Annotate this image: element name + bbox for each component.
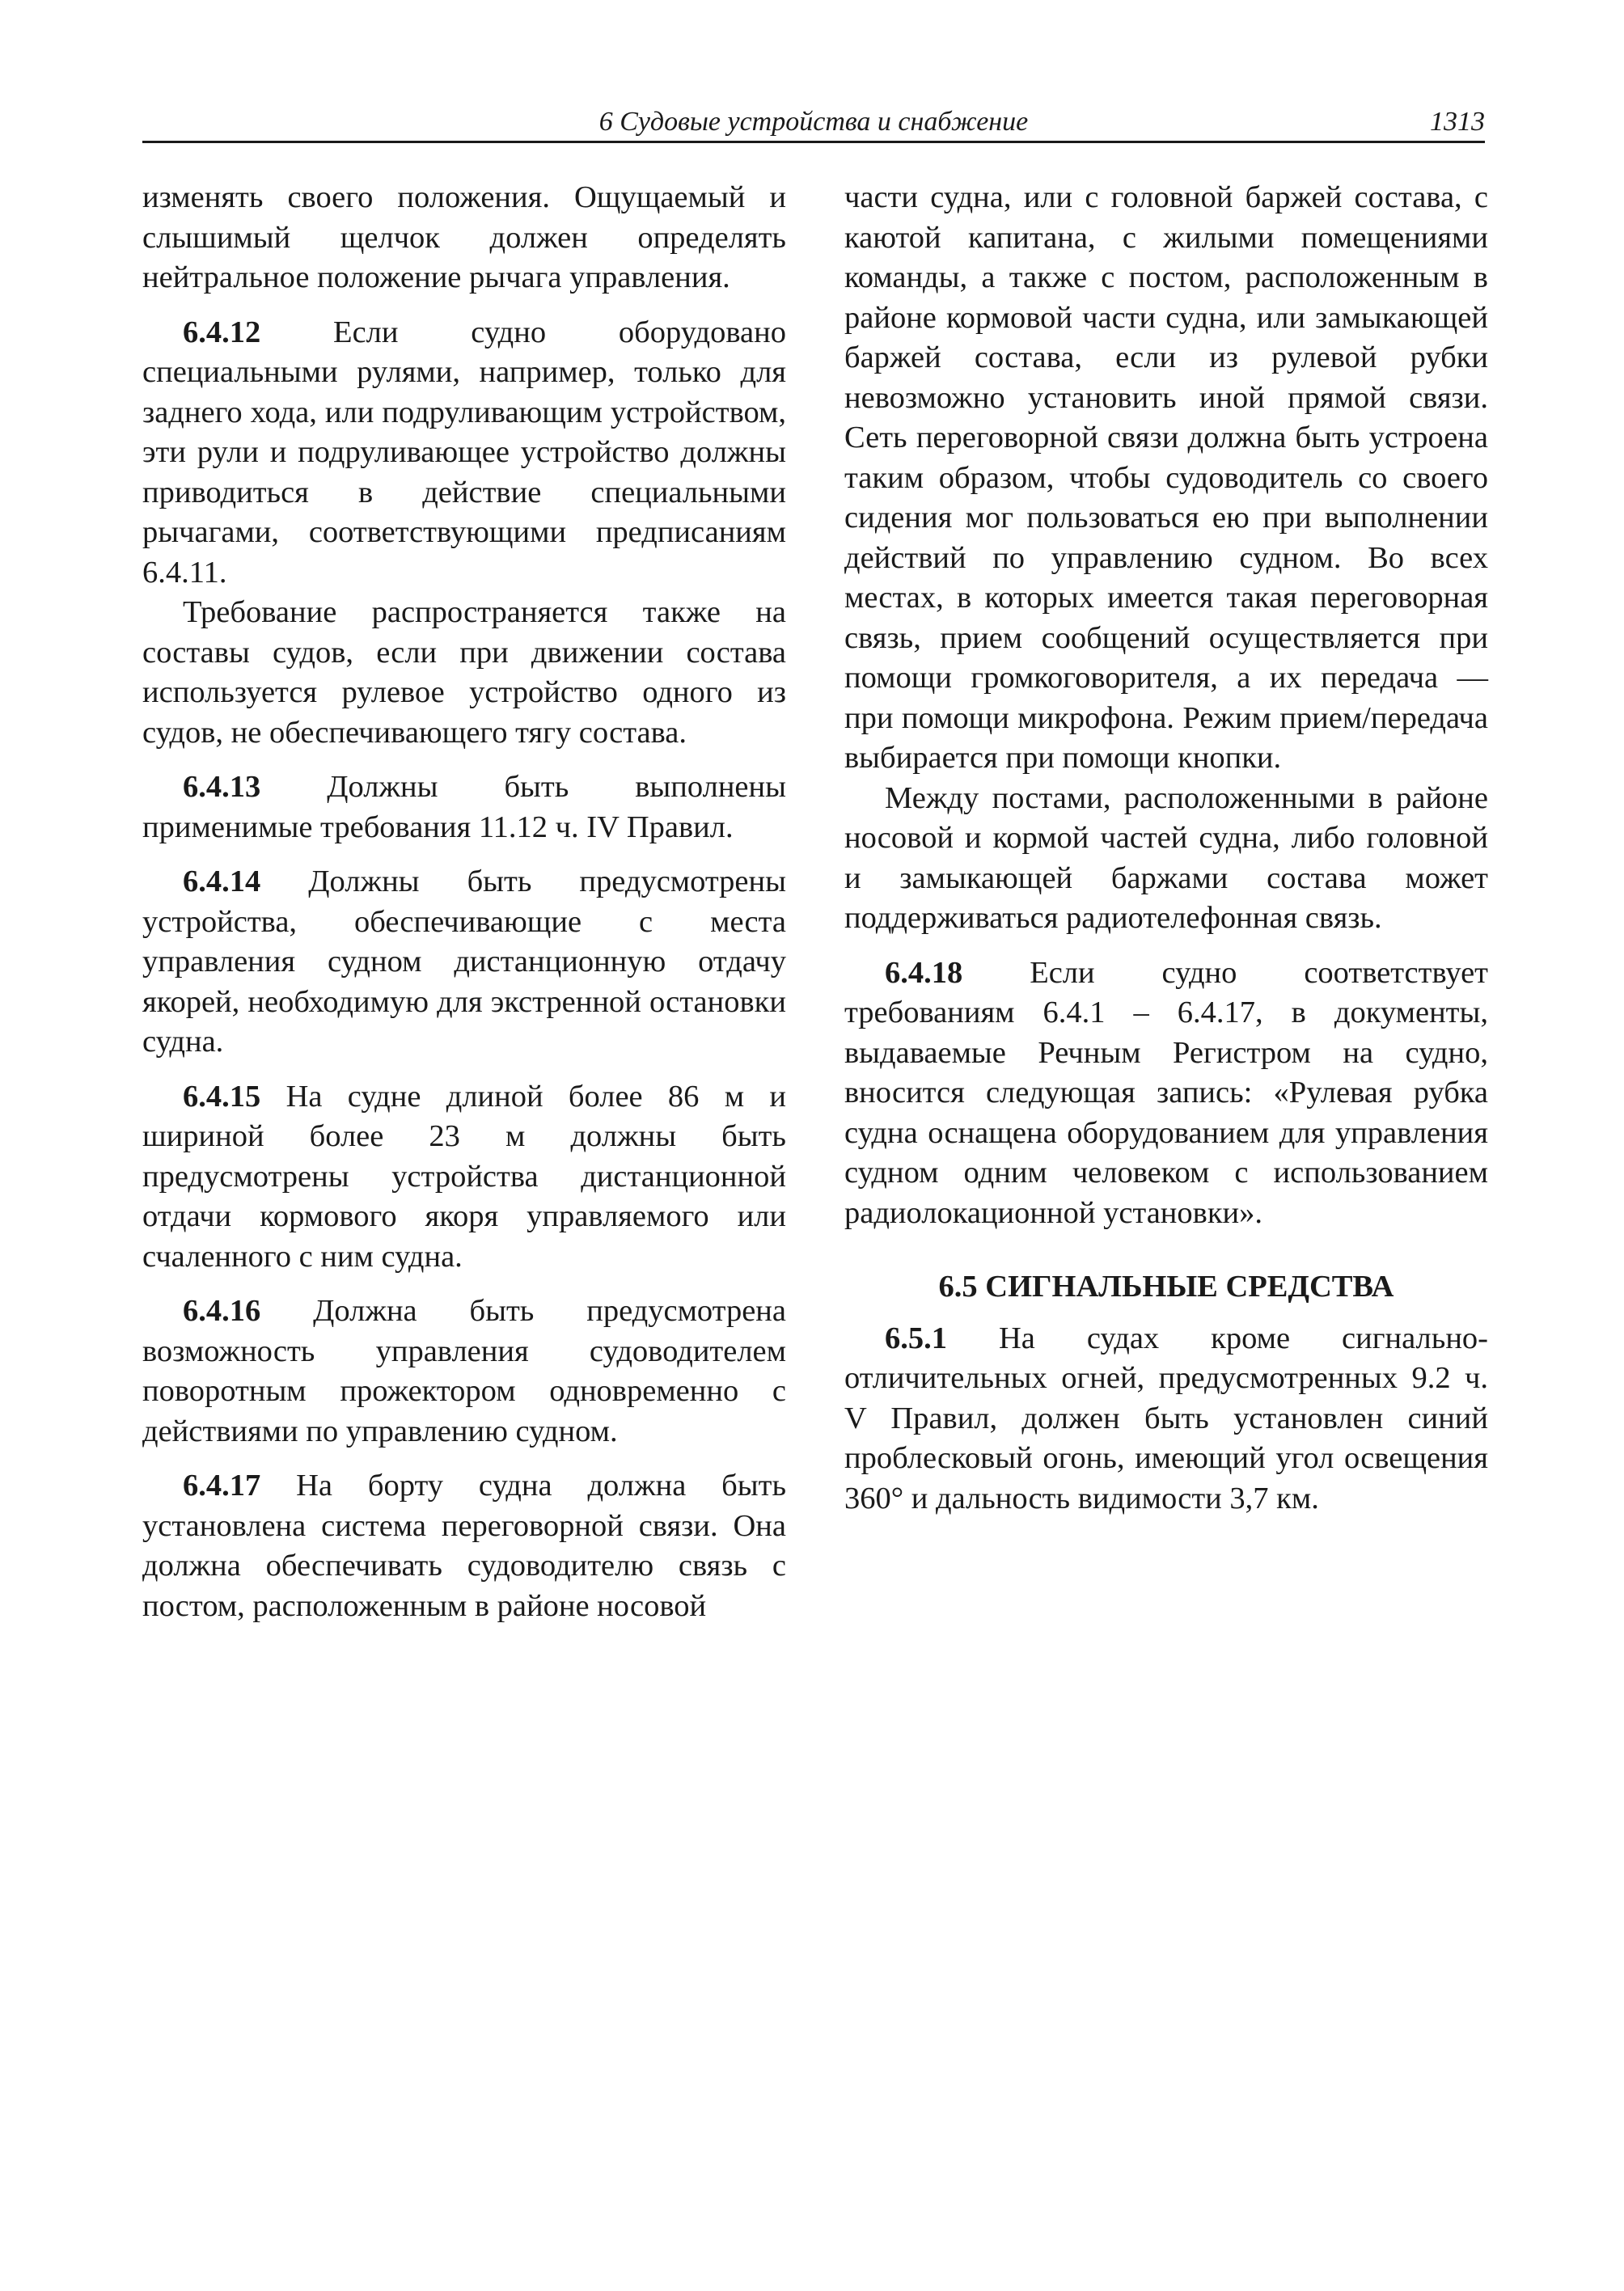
clause-text: Если судно оборудовано специальными рулями, например, только для заднего хода, или подруливающим устройством, эти рули и подруливающее устройство должны приводиться в действие специальными рычагами, соответствующими предписаниям 6.4.11. [142, 315, 786, 590]
clause-text: Должна быть предусмотрена возможность управления судоводителем поворотным прожектором одновременно с действиями по управлению судном. [142, 1294, 787, 1448]
left-column [142, 178, 786, 1626]
clause-number: 6.4.12 [183, 315, 261, 349]
clause-text: Если судно соответствует требованиям 6.4.1 – 6.4.17, в документы, выдаваемые Речным Регистром на судно, вносится следующая запись: «Рулевая рубка судна оснащена оборудованием для управления судном одним человеком с использованием радиолокационной установки». [844, 955, 1488, 1230]
clause-6-4-17 [142, 1466, 786, 1626]
section-heading: 6.5 СИГНАЛЬНЫЕ СРЕДСТВА [938, 1270, 1394, 1304]
paragraph-continued: части судна, или с головной баржей состава, с каютой капитана, с жилыми помещениями команды, а также с постом, расположенным в районе кормовой части судна, или замыкающей баржей состава, если из рулевой рубки невозможно установить иной прямой связи. Сеть переговорной связи должна быть устроена таким образом, чтобы судоводитель со своего сидения мог пользоваться ею при выполнении действий по управлению судном. Во всех местах, в которых имеется такая переговорная связь, прием сообщений осуществляется при помощи громкоговорителя, а их передача — при помощи микрофона. Режим прием/передача выбирается при помощи кнопки. [844, 180, 1488, 775]
clause-6-4-13 [142, 767, 786, 848]
clause-text: На судах кроме сигнально-отличительных огней, предусмотренных 9.2 ч. V Правил, должен быть установлен синий проблесковый огонь, имеющий угол освещения 360° и дальность видимости 3,7 км. [844, 1321, 1489, 1515]
clause-text: Должны быть выполнены применимые требования 11.12 ч. IV Правил. [142, 770, 786, 844]
paragraph: Между постами, расположенными в районе носовой и кормой частей судна, либо головной и замыкающей баржами состава может поддерживаться радиотелефонная связь. [844, 780, 1488, 935]
clause-number: 6.5.1 [885, 1321, 947, 1355]
clause-number: 6.4.16 [183, 1294, 261, 1328]
paragraph-continued: изменять своего положения. Ощущаемый и слышимый щелчок должен определять нейтральное положение рычага управления. [142, 180, 786, 294]
clause-6-4-18 [844, 953, 1488, 1234]
right-column [844, 178, 1488, 1519]
clause-text: На судне длиной более 86 м и шириной более 23 м должны быть предусмотрены устройства дистанционной отдачи кормового якоря управляемого или счаленного с ним судна. [142, 1079, 787, 1274]
clause-6-4-15 [142, 1077, 786, 1278]
clause-6-5-1 [844, 1319, 1488, 1520]
page-number: 1313 [1430, 107, 1485, 137]
clause-6-4-16 [142, 1291, 786, 1452]
clause-6-4-12 [142, 313, 786, 594]
paragraph: Требование распространяется также на составы судов, если при движении состава используется рулевое устройство одного из судов, не обеспечивающего тягу состава. [142, 595, 786, 750]
clause-number: 6.4.14 [183, 864, 261, 898]
clause-6-4-14 [142, 862, 786, 1063]
running-header [142, 104, 1485, 143]
clause-number: 6.4.17 [183, 1469, 261, 1503]
clause-text: На борту судна должна быть установлена система переговорной связи. Она должна обеспечивать судоводителю связь с постом, расположенным в районе носовой [142, 1469, 786, 1623]
clause-number: 6.4.15 [183, 1079, 261, 1114]
clause-number: 6.4.18 [885, 955, 963, 990]
header-title: 6 Судовые устройства и снабжение [598, 107, 1029, 137]
clause-number: 6.4.13 [183, 770, 261, 804]
clause-text: Должны быть предусмотрены устройства, обеспечивающие с места управления судном дистанционную отдачу якорей, необходимую для экстренной остановки судна. [142, 864, 786, 1059]
